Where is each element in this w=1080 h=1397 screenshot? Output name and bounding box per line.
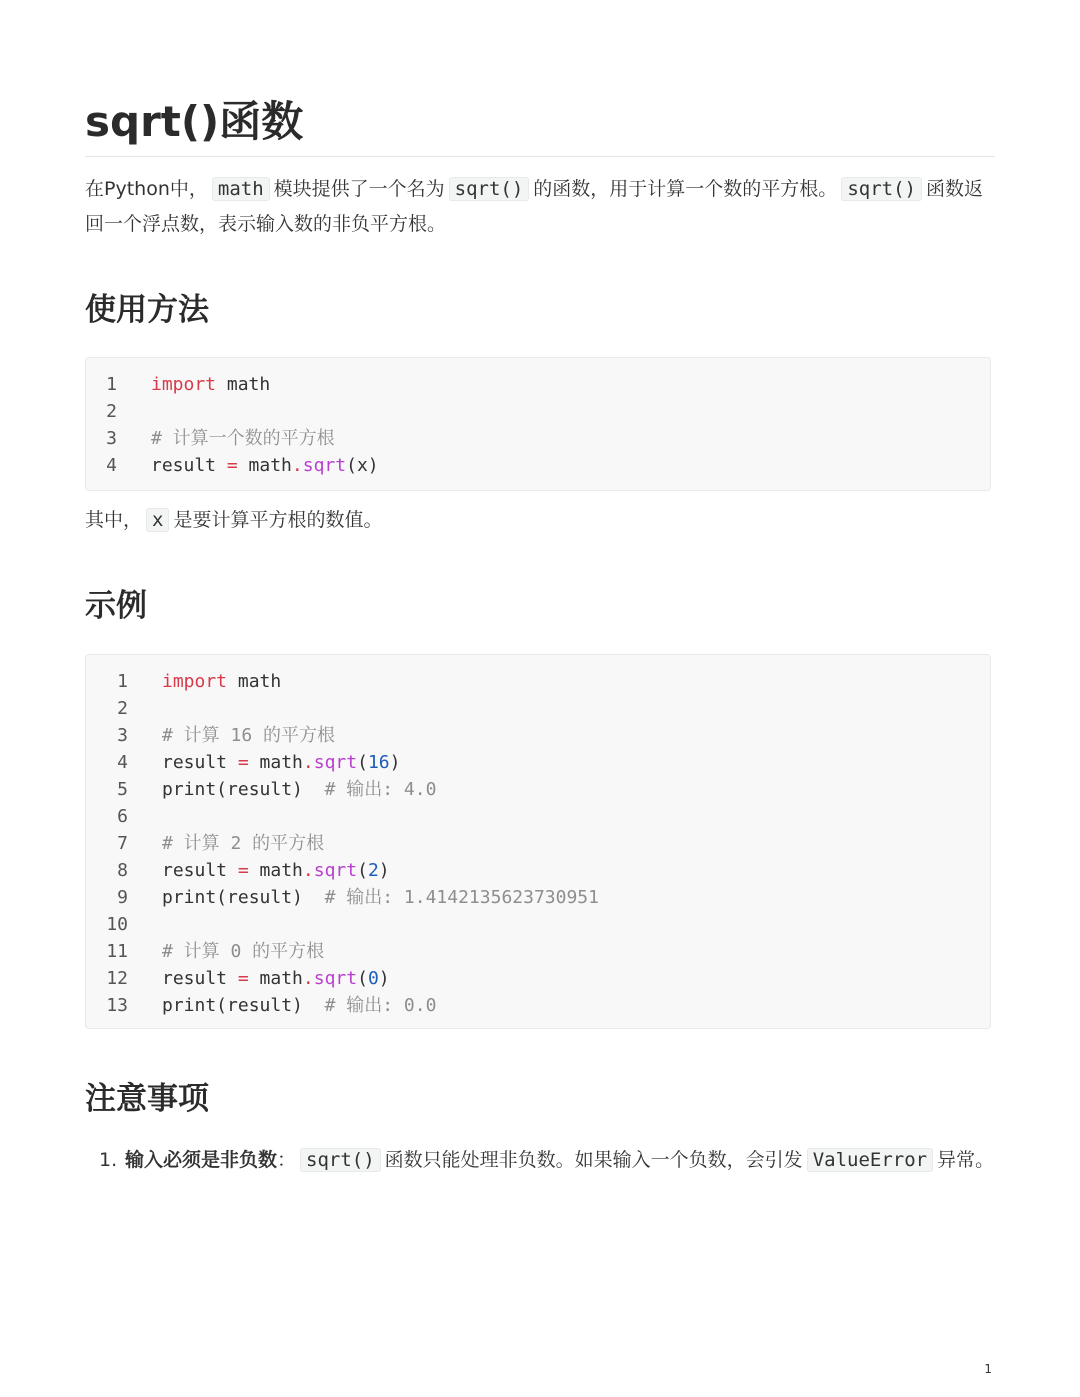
usage-note-paragraph: [85, 503, 995, 538]
code-operator: =: [237, 968, 249, 989]
intro-text-4: 函数返回一个浮点数，表示输入数的非负平方根。: [85, 178, 983, 235]
code-line: [86, 425, 990, 452]
inline-code-sqrt-2: sqrt(): [841, 177, 922, 201]
code-text: math: [248, 860, 303, 881]
code-text: math: [248, 752, 303, 773]
line-number: 8: [117, 860, 128, 881]
code-paren: (: [346, 455, 357, 476]
code-line: [86, 749, 990, 776]
code-operator: =: [226, 455, 238, 476]
code-text: result: [151, 455, 227, 476]
code-line: [86, 884, 990, 911]
code-comment: # 计算 0 的平方根: [162, 941, 325, 962]
code-function: sqrt: [302, 455, 347, 476]
code-line: [86, 857, 990, 884]
inline-code-valueerror: ValueError: [807, 1148, 933, 1172]
code-text: math: [216, 374, 271, 395]
intro-text-1: 在Python中，: [85, 178, 208, 200]
code-dot: .: [302, 752, 314, 773]
code-operator: =: [237, 860, 249, 881]
code-comment: # 计算 16 的平方根: [162, 725, 336, 746]
code-line: [86, 452, 990, 479]
note-bold-label: 输入必须是非负数: [125, 1149, 278, 1171]
code-arg: x: [356, 455, 368, 476]
code-comment: # 输出: 4.0: [302, 779, 437, 800]
code-line: [86, 668, 990, 695]
code-line: [86, 803, 990, 830]
list-marker: 1.: [99, 1149, 118, 1171]
line-number: 2: [117, 698, 128, 719]
code-keyword: import: [151, 374, 217, 395]
line-number: 4: [117, 752, 128, 773]
line-number: 3: [117, 725, 128, 746]
code-line: [86, 965, 990, 992]
code-dot: .: [291, 455, 303, 476]
usage-heading: 使用方法: [85, 292, 209, 328]
inline-code-sqrt: sqrt(): [449, 177, 530, 201]
inline-code-math: math: [212, 177, 270, 201]
inline-code-sqrt-3: sqrt(): [300, 1148, 381, 1172]
code-paren: (: [357, 860, 368, 881]
list-item: [85, 1143, 995, 1178]
line-number: 3: [106, 428, 117, 449]
code-number: 16: [367, 752, 390, 773]
code-function: sqrt: [313, 752, 358, 773]
code-line: [86, 776, 990, 803]
code-function: sqrt: [313, 860, 358, 881]
code-text: result: [162, 860, 238, 881]
code-line: [86, 938, 990, 965]
title-divider: [85, 156, 995, 157]
line-number: 12: [106, 968, 128, 989]
line-number: 6: [117, 806, 128, 827]
line-number: 13: [106, 995, 128, 1016]
code-paren: ): [389, 752, 401, 773]
line-number: 10: [106, 914, 128, 935]
code-line: [86, 911, 990, 938]
code-line: [86, 695, 990, 722]
notes-list: [85, 1143, 995, 1178]
line-number: 2: [106, 401, 117, 422]
usage-code-block[interactable]: [85, 357, 991, 491]
note-text-1: 函数只能处理非负数。如果输入一个负数，会引发: [384, 1149, 803, 1171]
line-number: 9: [117, 887, 128, 908]
note-colon: ：: [277, 1149, 297, 1171]
intro-text-3: 的函数，用于计算一个数的平方根。: [533, 178, 838, 200]
code-text: print(result): [162, 887, 303, 908]
line-number: 4: [106, 455, 117, 476]
code-number: 0: [367, 968, 379, 989]
code-comment: # 输出: 0.0: [302, 995, 437, 1016]
code-line: [86, 830, 990, 857]
inline-code-x: x: [146, 508, 169, 532]
note-text-2: 异常。: [937, 1149, 995, 1171]
line-number: 1: [106, 374, 117, 395]
code-text: print(result): [162, 995, 303, 1016]
code-dot: .: [302, 860, 314, 881]
usage-note-text-1: 其中，: [85, 509, 143, 531]
code-number: 2: [367, 860, 379, 881]
line-number: 7: [117, 833, 128, 854]
page-number: 1: [984, 1362, 992, 1376]
line-number: 11: [106, 941, 128, 962]
code-text: result: [162, 752, 238, 773]
notes-heading: 注意事项: [85, 1081, 209, 1117]
code-comment: # 计算 2 的平方根: [162, 833, 325, 854]
code-text: result: [162, 968, 238, 989]
line-number: 1: [117, 671, 128, 692]
code-line: [86, 398, 990, 425]
code-paren: ): [378, 968, 390, 989]
usage-note-text-2: 是要计算平方根的数值。: [173, 509, 383, 531]
code-text: math: [227, 671, 282, 692]
intro-paragraph: [85, 172, 995, 242]
code-paren: (: [357, 968, 368, 989]
example-heading: 示例: [85, 588, 147, 624]
code-text: math: [237, 455, 292, 476]
code-line: [86, 722, 990, 749]
code-line: [86, 992, 990, 1019]
code-text: math: [248, 968, 303, 989]
code-text: print(result): [162, 779, 303, 800]
code-paren: ): [378, 860, 390, 881]
code-line: [86, 371, 990, 398]
line-number: 5: [117, 779, 128, 800]
code-comment: # 计算一个数的平方根: [151, 428, 335, 449]
code-operator: =: [237, 752, 249, 773]
code-keyword: import: [162, 671, 228, 692]
code-function: sqrt: [313, 968, 358, 989]
code-comment: # 输出: 1.4142135623730951: [302, 887, 599, 908]
code-paren: ): [367, 455, 379, 476]
page-title: sqrt()函数: [85, 97, 304, 146]
example-code-block[interactable]: [85, 654, 991, 1029]
intro-text-2: 模块提供了一个名为: [273, 178, 445, 200]
code-paren: (: [357, 752, 368, 773]
code-dot: .: [302, 968, 314, 989]
